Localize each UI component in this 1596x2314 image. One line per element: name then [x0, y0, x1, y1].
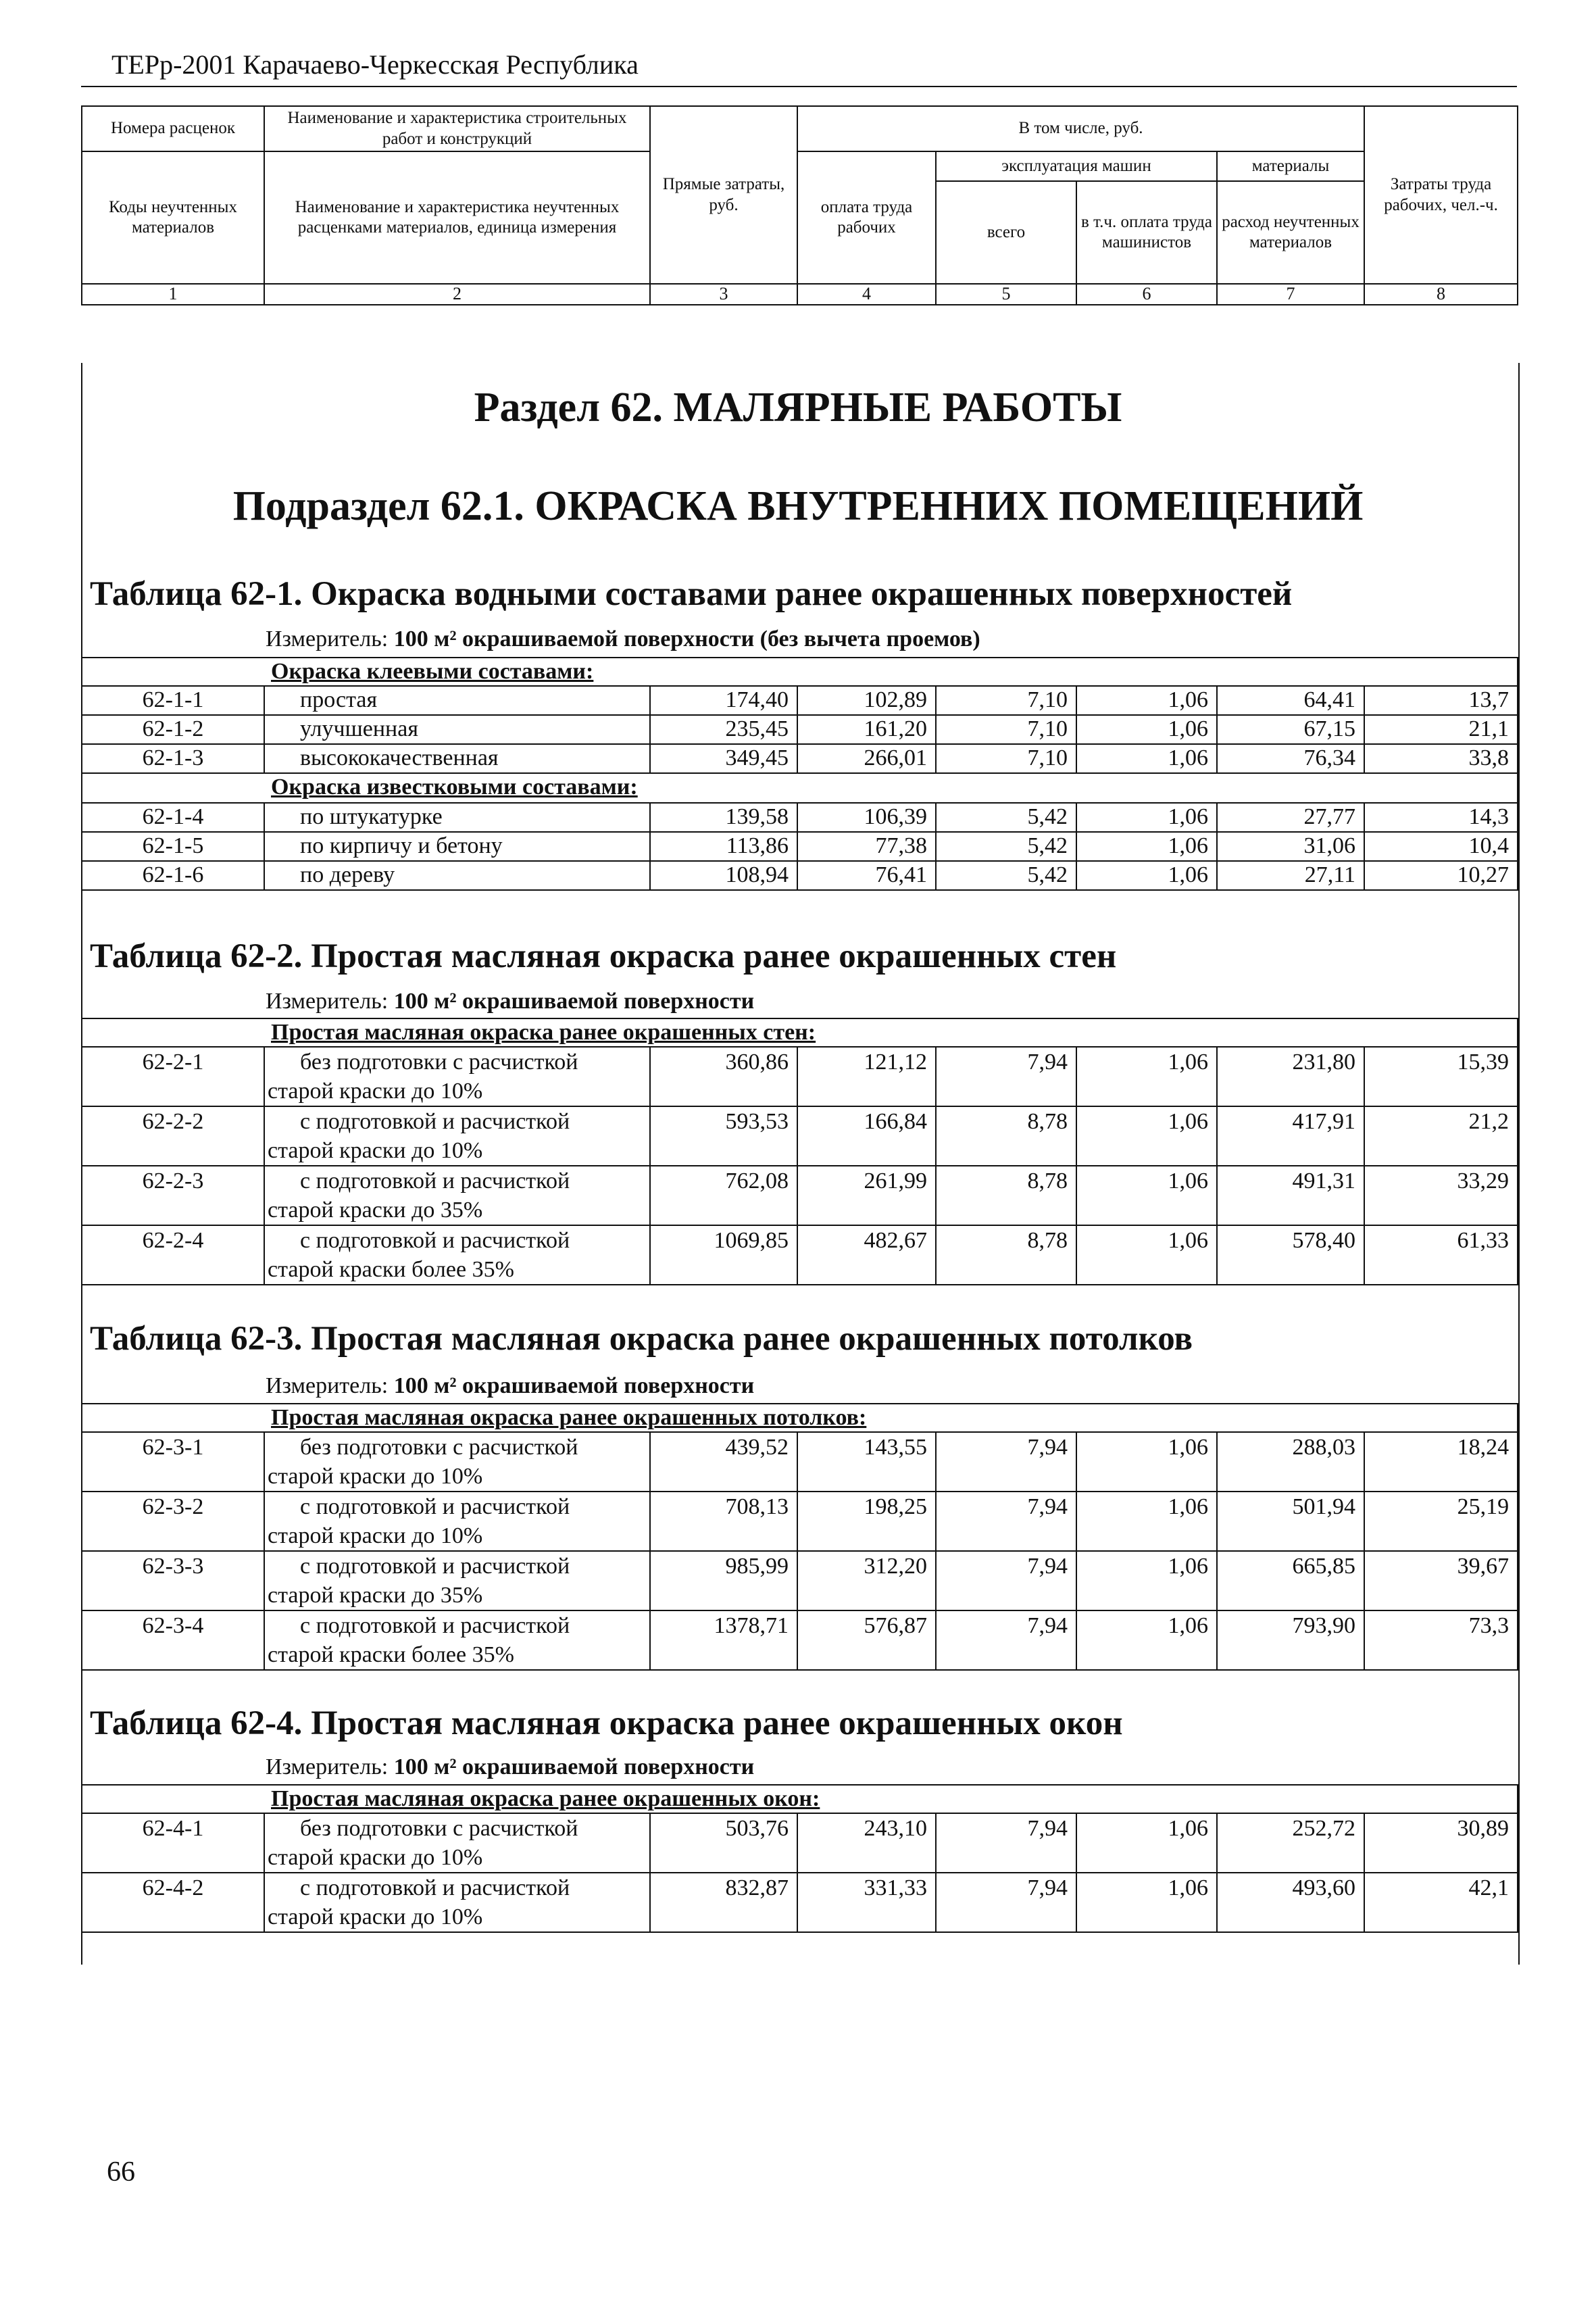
operators-pay: 1,06	[1076, 803, 1217, 832]
work-name-line: старой краски до 10%	[268, 1845, 483, 1870]
materials-cost: 76,34	[1217, 744, 1364, 773]
work-name-line: старой краски до 10%	[268, 1138, 483, 1163]
rate-code: 62-1-4	[82, 803, 264, 832]
work-name: простая	[264, 686, 650, 715]
labor-hours: 33,8	[1364, 744, 1518, 773]
col-number: 8	[1364, 284, 1518, 305]
work-name	[264, 1551, 650, 1610]
section-title: Раздел 62. МАЛЯРНЫЕ РАБОТЫ	[474, 385, 1122, 430]
direct-costs: 593,53	[650, 1106, 797, 1166]
machines-total: 7,10	[936, 715, 1076, 744]
labor-hours: 10,27	[1364, 861, 1518, 890]
table-row	[82, 832, 1518, 861]
materials-cost: 501,94	[1217, 1492, 1364, 1551]
work-name-line: с подготовкой и расчисткой	[300, 1494, 570, 1519]
work-name: высококачественная	[264, 744, 650, 773]
group-heading: Окраска клеевыми составами:	[264, 658, 1518, 686]
col-number: 1	[82, 284, 264, 305]
meter-line	[266, 626, 980, 652]
rate-code: 62-2-2	[82, 1106, 264, 1166]
work-name-line: с подготовкой и расчисткой	[300, 1109, 570, 1134]
materials-cost: 231,80	[1217, 1047, 1364, 1106]
worker-pay: 121,12	[797, 1047, 936, 1106]
operators-pay: 1,06	[1076, 861, 1217, 890]
worker-pay: 161,20	[797, 715, 936, 744]
machines-total: 7,94	[936, 1813, 1076, 1873]
work-name: по кирпичу и бетону	[264, 832, 650, 861]
materials-cost: 27,11	[1217, 861, 1364, 890]
direct-costs: 108,94	[650, 861, 797, 890]
table-row	[82, 1551, 1518, 1610]
worker-pay: 243,10	[797, 1813, 936, 1873]
operators-pay: 1,06	[1076, 1225, 1217, 1285]
operators-pay: 1,06	[1076, 832, 1217, 861]
direct-costs: 349,45	[650, 744, 797, 773]
col-number: 5	[936, 284, 1076, 305]
machines-total: 7,94	[936, 1492, 1076, 1551]
rates-table-62-1	[81, 657, 1518, 891]
labor-hours: 33,29	[1364, 1166, 1518, 1225]
work-name-line: с подготовкой и расчисткой	[300, 1875, 570, 1900]
labor-hours: 39,67	[1364, 1551, 1518, 1610]
rate-code: 62-2-3	[82, 1166, 264, 1225]
document-header-title: ТЕРр-2001 Карачаево-Черкесская Республика	[111, 49, 639, 80]
machines-total: 7,10	[936, 744, 1076, 773]
operators-pay: 1,06	[1076, 1551, 1217, 1610]
table-caption: Таблица 62-1. Окраска водными составами ранее окрашенных поверхностей	[90, 575, 1293, 613]
table-row	[82, 803, 1518, 832]
col-header-worker-pay: оплата труда рабочих	[797, 151, 936, 284]
labor-hours: 18,24	[1364, 1432, 1518, 1492]
meter-line	[266, 1373, 754, 1399]
work-name	[264, 1047, 650, 1106]
machines-total: 5,42	[936, 832, 1076, 861]
operators-pay: 1,06	[1076, 686, 1217, 715]
worker-pay: 143,55	[797, 1432, 936, 1492]
group-cell-empty	[82, 773, 264, 803]
col-header-machines: эксплуатация машин	[936, 151, 1217, 181]
meter-line	[266, 1754, 754, 1780]
col-number: 4	[797, 284, 936, 305]
direct-costs: 1378,71	[650, 1610, 797, 1670]
labor-hours: 25,19	[1364, 1492, 1518, 1551]
work-name-line: с подготовкой и расчисткой	[300, 1228, 570, 1253]
table-row	[82, 715, 1518, 744]
col-header-name: Наименование и характеристика строительных работ и конструкций	[264, 106, 650, 151]
work-name	[264, 1166, 650, 1225]
col-number: 7	[1217, 284, 1364, 305]
work-name-line: старой краски до 10%	[268, 1079, 483, 1104]
work-name-line: без подготовки с расчисткой	[300, 1816, 578, 1841]
rate-code: 62-3-4	[82, 1610, 264, 1670]
operators-pay: 1,06	[1076, 1166, 1217, 1225]
work-name	[264, 1432, 650, 1492]
col-number: 6	[1076, 284, 1217, 305]
operators-pay: 1,06	[1076, 1813, 1217, 1873]
materials-cost: 27,77	[1217, 803, 1364, 832]
rate-code: 62-2-1	[82, 1047, 264, 1106]
direct-costs: 139,58	[650, 803, 797, 832]
col-number: 3	[650, 284, 797, 305]
machines-total: 7,94	[936, 1551, 1076, 1610]
table-row	[82, 1166, 1518, 1225]
worker-pay: 331,33	[797, 1873, 936, 1932]
materials-cost: 491,31	[1217, 1166, 1364, 1225]
group-heading: Простая масляная окраска ранее окрашенных потолков:	[264, 1404, 1518, 1432]
labor-hours: 42,1	[1364, 1873, 1518, 1932]
meter-value: 100 м² окрашиваемой поверхности	[393, 1373, 755, 1398]
work-name-line: без подготовки с расчисткой	[300, 1050, 578, 1075]
table-row	[82, 1047, 1518, 1106]
direct-costs: 985,99	[650, 1551, 797, 1610]
rate-code: 62-3-3	[82, 1551, 264, 1610]
col-header-material-consumption: расход неучтенных материалов	[1217, 181, 1364, 284]
machines-total: 8,78	[936, 1106, 1076, 1166]
group-heading: Простая масляная окраска ранее окрашенных стен:	[264, 1018, 1518, 1047]
table-row	[82, 744, 1518, 773]
labor-hours: 30,89	[1364, 1813, 1518, 1873]
direct-costs: 439,52	[650, 1432, 797, 1492]
work-name-line: с подготовкой и расчисткой	[300, 1168, 570, 1193]
rate-code: 62-1-6	[82, 861, 264, 890]
col-header-direct-costs: Прямые затраты, руб.	[650, 106, 797, 284]
operators-pay: 1,06	[1076, 1106, 1217, 1166]
labor-hours: 14,3	[1364, 803, 1518, 832]
work-name	[264, 1873, 650, 1932]
worker-pay: 312,20	[797, 1551, 936, 1610]
direct-costs: 832,87	[650, 1873, 797, 1932]
materials-cost: 31,06	[1217, 832, 1364, 861]
meter-label: Измеритель:	[266, 989, 394, 1014]
rate-code: 62-3-1	[82, 1432, 264, 1492]
work-name-line: старой краски до 10%	[268, 1464, 483, 1489]
group-heading: Окраска известковыми составами:	[264, 773, 1518, 803]
work-name: по штукатурке	[264, 803, 650, 832]
table-row	[82, 686, 1518, 715]
col-header-codes: Номера расценок	[82, 106, 264, 151]
col-header-including: В том числе, руб.	[797, 106, 1364, 151]
labor-hours: 10,4	[1364, 832, 1518, 861]
materials-cost: 288,03	[1217, 1432, 1364, 1492]
direct-costs: 1069,85	[650, 1225, 797, 1285]
materials-cost: 665,85	[1217, 1551, 1364, 1610]
work-name-line: без подготовки с расчисткой	[300, 1435, 578, 1460]
work-name	[264, 1813, 650, 1873]
col-header-labor-hours: Затраты труда рабочих, чел.-ч.	[1364, 106, 1518, 284]
group-heading: Простая масляная окраска ранее окрашенных окон:	[264, 1785, 1518, 1813]
machines-total: 5,42	[936, 861, 1076, 890]
worker-pay: 576,87	[797, 1610, 936, 1670]
worker-pay: 102,89	[797, 686, 936, 715]
worker-pay: 482,67	[797, 1225, 936, 1285]
col-header-material-name: Наименование и характеристика неучтенных расценками материалов, единица измерения	[264, 151, 650, 284]
machines-total: 7,94	[936, 1047, 1076, 1106]
work-name-line: старой краски до 10%	[268, 1523, 483, 1548]
page-number: 66	[107, 2157, 135, 2188]
subsection-title: Подраздел 62.1. ОКРАСКА ВНУТРЕННИХ ПОМЕЩЕНИЙ	[232, 483, 1364, 529]
meter-label: Измеритель:	[266, 1373, 394, 1398]
worker-pay: 77,38	[797, 832, 936, 861]
work-name: по дереву	[264, 861, 650, 890]
materials-cost: 493,60	[1217, 1873, 1364, 1932]
labor-hours: 73,3	[1364, 1610, 1518, 1670]
machines-total: 7,94	[936, 1873, 1076, 1932]
machines-total: 7,10	[936, 686, 1076, 715]
machines-total: 8,78	[936, 1225, 1076, 1285]
work-name	[264, 1492, 650, 1551]
table-caption: Таблица 62-2. Простая масляная окраска ранее окрашенных стен	[90, 937, 1117, 975]
operators-pay: 1,06	[1076, 1432, 1217, 1492]
table-row	[82, 1813, 1518, 1873]
work-name	[264, 1225, 650, 1285]
rate-code: 62-4-2	[82, 1873, 264, 1932]
worker-pay: 266,01	[797, 744, 936, 773]
work-name-line: старой краски более 35%	[268, 1642, 514, 1667]
table-row	[82, 1492, 1518, 1551]
labor-hours: 21,2	[1364, 1106, 1518, 1166]
group-cell-empty	[82, 1018, 264, 1047]
col-header-materials: материалы	[1217, 151, 1364, 181]
materials-cost: 793,90	[1217, 1610, 1364, 1670]
column-header-table	[81, 105, 1518, 305]
machines-total: 7,94	[936, 1432, 1076, 1492]
labor-hours: 21,1	[1364, 715, 1518, 744]
group-cell-empty	[82, 1404, 264, 1432]
operators-pay: 1,06	[1076, 744, 1217, 773]
direct-costs: 762,08	[650, 1166, 797, 1225]
rates-table-62-3	[81, 1403, 1518, 1671]
direct-costs: 360,86	[650, 1047, 797, 1106]
col-header-machines-total: всего	[936, 181, 1076, 284]
rate-code: 62-4-1	[82, 1813, 264, 1873]
col-number: 2	[264, 284, 650, 305]
materials-cost: 252,72	[1217, 1813, 1364, 1873]
materials-cost: 64,41	[1217, 686, 1364, 715]
worker-pay: 106,39	[797, 803, 936, 832]
rate-code: 62-1-3	[82, 744, 264, 773]
work-name-line: старой краски до 10%	[268, 1904, 483, 1929]
col-header-material-codes: Коды неучтенных материалов	[82, 151, 264, 284]
labor-hours: 61,33	[1364, 1225, 1518, 1285]
table-row	[82, 1432, 1518, 1492]
meter-line	[266, 989, 754, 1014]
rates-table-62-2	[81, 1018, 1518, 1285]
machines-total: 5,42	[936, 803, 1076, 832]
direct-costs: 503,76	[650, 1813, 797, 1873]
rate-code: 62-1-5	[82, 832, 264, 861]
work-name-line: старой краски до 35%	[268, 1583, 483, 1608]
direct-costs: 113,86	[650, 832, 797, 861]
rate-code: 62-1-1	[82, 686, 264, 715]
labor-hours: 15,39	[1364, 1047, 1518, 1106]
meter-label: Измеритель:	[266, 1754, 394, 1779]
materials-cost: 578,40	[1217, 1225, 1364, 1285]
operators-pay: 1,06	[1076, 1047, 1217, 1106]
table-row	[82, 1610, 1518, 1670]
operators-pay: 1,06	[1076, 1610, 1217, 1670]
meter-value: 100 м² окрашиваемой поверхности	[393, 1754, 755, 1779]
materials-cost: 417,91	[1217, 1106, 1364, 1166]
worker-pay: 166,84	[797, 1106, 936, 1166]
materials-cost: 67,15	[1217, 715, 1364, 744]
direct-costs: 708,13	[650, 1492, 797, 1551]
operators-pay: 1,06	[1076, 1873, 1217, 1932]
rate-code: 62-3-2	[82, 1492, 264, 1551]
machines-total: 8,78	[936, 1166, 1076, 1225]
labor-hours: 13,7	[1364, 686, 1518, 715]
work-name: улучшенная	[264, 715, 650, 744]
table-caption: Таблица 62-4. Простая масляная окраска ранее окрашенных окон	[90, 1704, 1123, 1742]
work-name	[264, 1610, 650, 1670]
direct-costs: 174,40	[650, 686, 797, 715]
table-row	[82, 1873, 1518, 1932]
table-caption: Таблица 62-3. Простая масляная окраска ранее окрашенных потолков	[90, 1320, 1193, 1358]
direct-costs: 235,45	[650, 715, 797, 744]
work-name-line: с подготовкой и расчисткой	[300, 1554, 570, 1579]
rates-table-62-4	[81, 1784, 1518, 1933]
operators-pay: 1,06	[1076, 1492, 1217, 1551]
work-name-line: старой краски до 35%	[268, 1198, 483, 1223]
worker-pay: 198,25	[797, 1492, 936, 1551]
rate-code: 62-2-4	[82, 1225, 264, 1285]
col-header-operators-pay: в т.ч. оплата труда машинистов	[1076, 181, 1217, 284]
work-name-line: с подготовкой и расчисткой	[300, 1613, 570, 1638]
table-row	[82, 1106, 1518, 1166]
table-row	[82, 861, 1518, 890]
header-rule	[81, 86, 1517, 87]
operators-pay: 1,06	[1076, 715, 1217, 744]
work-name-line: старой краски более 35%	[268, 1257, 514, 1282]
group-cell-empty	[82, 658, 264, 686]
meter-value: 100 м² окрашиваемой поверхности (без вычета проемов)	[393, 626, 980, 651]
work-name	[264, 1106, 650, 1166]
worker-pay: 76,41	[797, 861, 936, 890]
meter-label: Измеритель:	[266, 626, 394, 651]
machines-total: 7,94	[936, 1610, 1076, 1670]
group-cell-empty	[82, 1785, 264, 1813]
worker-pay: 261,99	[797, 1166, 936, 1225]
meter-value: 100 м² окрашиваемой поверхности	[393, 989, 755, 1014]
table-row	[82, 1225, 1518, 1285]
rate-code: 62-1-2	[82, 715, 264, 744]
